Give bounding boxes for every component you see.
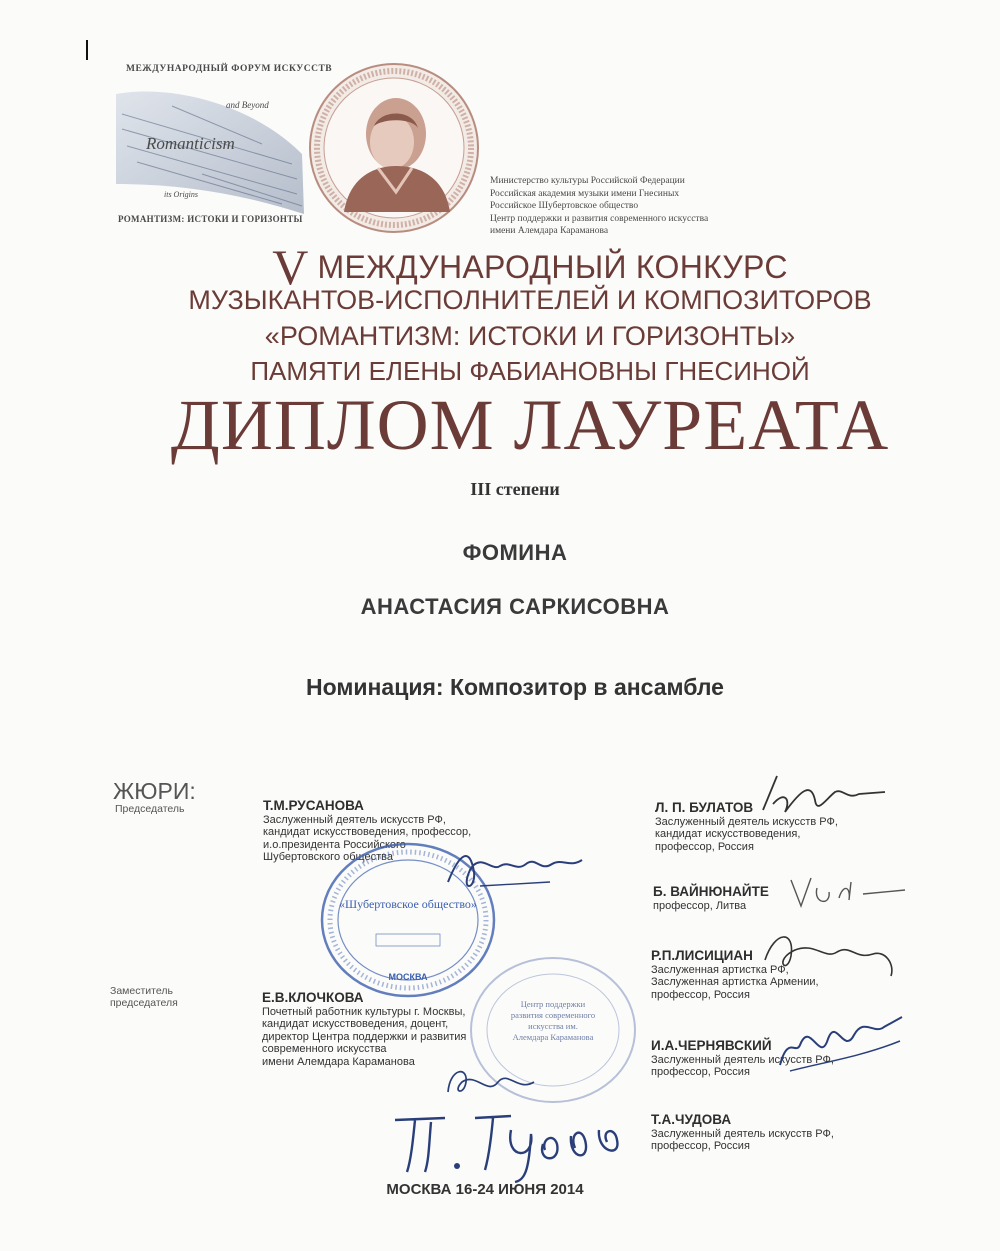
jury-member-title: имени Алемдара Караманова xyxy=(262,1055,415,1068)
jury-member-title: директор Центра поддержки и развития xyxy=(262,1030,467,1043)
logo-beyond-text: and Beyond xyxy=(226,100,269,110)
edition-numeral: V xyxy=(272,239,309,295)
center-stamp-line: искусства им. xyxy=(528,1021,578,1031)
center-stamp-line: Алемдара Караманова xyxy=(512,1032,594,1042)
jury-member-title: профессор, Россия xyxy=(651,1140,750,1152)
chair-role-label: Председатель xyxy=(115,803,185,815)
jury-member-title: профессор, Россия xyxy=(655,840,754,853)
nomination-label: Номинация: Композитор в ансамбле xyxy=(306,674,724,700)
jury-member-name: Е.В.КЛОЧКОВА xyxy=(262,990,364,1005)
jury-member-name: Р.П.ЛИСИЦИАН xyxy=(651,948,753,963)
organizer-line: Министерство культуры Российской Федерации xyxy=(490,176,685,186)
logo-origins-text: its Origins xyxy=(164,190,199,199)
jury-member-name: Б. ВАЙНЮНАЙТЕ xyxy=(653,884,769,899)
organizer-line: Российское Шубертовское общество xyxy=(490,201,639,211)
jury-member-name: Т.М.РУСАНОВА xyxy=(263,798,364,813)
jury-member-title: Шубертовского общества xyxy=(263,851,393,863)
jury-member-title: Заслуженный деятель искусств РФ, xyxy=(651,1127,834,1140)
logo-top-text: МЕЖДУНАРОДНЫЙ ФОРУМ ИСКУССТВ xyxy=(126,64,333,74)
jury-member-klochkova xyxy=(262,992,466,1068)
organizer-line: Центр поддержки и развития современного искусства xyxy=(490,213,709,224)
deputy-role-label xyxy=(110,985,178,1009)
jury-member-title: Почетный работник культуры г. Москвы, xyxy=(262,1005,466,1018)
jury-member-title: Заслуженный деятель искусств РФ, xyxy=(263,813,446,826)
jury-member-title: Заслуженный деятель искусств РФ, xyxy=(651,1053,834,1066)
forum-logo xyxy=(112,54,333,234)
jury-member-title: кандидат искусствоведения, профессор, xyxy=(263,826,472,838)
vainiunaite-signature xyxy=(785,868,915,918)
deputy-role-line: Заместитель xyxy=(110,985,173,997)
laureate-surname: ФОМИНА xyxy=(462,540,568,565)
jury-member-title: кандидат искусствоведения, xyxy=(655,828,801,840)
gnesina-portrait-medal xyxy=(308,62,480,234)
jury-member-lisitsian xyxy=(651,950,819,1001)
laureate-given-names: АНАСТАСИЯ САРКИСОВНА xyxy=(360,594,670,619)
competition-title-line4: ПАМЯТИ ЕЛЕНЫ ФАБИАНОВНЫ ГНЕСИНОЙ xyxy=(250,356,810,386)
diploma-heading: ДИПЛОМ ЛАУРЕАТА xyxy=(170,385,890,465)
logo-bottom-text: РОМАНТИЗМ: ИСТОКИ И ГОРИЗОНТЫ xyxy=(118,214,303,224)
jury-member-title: профессор, Россия xyxy=(651,988,750,1001)
jury-member-title: профессор, Литва xyxy=(653,899,747,912)
competition-title-line3: «РОМАНТИЗМ: ИСТОКИ И ГОРИЗОНТЫ» xyxy=(264,321,796,351)
schubert-society-stamp xyxy=(318,840,498,1000)
organizer-line: Российская академия музыки имени Гнесиных xyxy=(490,188,680,199)
deputy-role-line: председателя xyxy=(110,997,178,1009)
chudova-signature xyxy=(385,1100,635,1185)
center-stamp-line: Центр поддержки xyxy=(520,999,586,1009)
competition-title-line2: МУЗЫКАНТОВ-ИСПОЛНИТЕЛЕЙ И КОМПОЗИТОРОВ xyxy=(188,285,872,315)
jury-member-chudova xyxy=(651,1114,834,1153)
organizers-list xyxy=(490,175,708,238)
title-line1-text: МЕЖДУНАРОДНЫЙ КОНКУРС xyxy=(317,249,788,285)
jury-member-title: современного искусства xyxy=(262,1043,387,1055)
logo-romanticism-text: Romanticism xyxy=(146,134,235,153)
jury-member-bulatov xyxy=(655,802,838,853)
jury-member-title: Заслуженная артистка РФ, xyxy=(651,963,789,976)
jury-member-chernyavsky xyxy=(651,1040,834,1079)
text-cursor-mark xyxy=(86,40,88,60)
center-support-stamp xyxy=(468,955,638,1105)
degree-label: III степени xyxy=(470,479,560,499)
stamp-schubert-name: «Шубертовское общество» xyxy=(339,897,477,911)
stamp-text xyxy=(339,897,477,911)
center-stamp-line: развития современного xyxy=(510,1010,596,1020)
jury-member-name: Л. П. БУЛАТОВ xyxy=(655,800,754,815)
jury-member-vainiunaite xyxy=(653,886,769,912)
jury-member-title: профессор, Россия xyxy=(651,1066,750,1078)
place-and-date: МОСКВА 16-24 ИЮНЯ 2014 xyxy=(386,1181,584,1198)
jury-member-name: И.А.ЧЕРНЯВСКИЙ xyxy=(651,1038,772,1053)
jury-member-title: Заслуженный деятель искусств РФ, xyxy=(655,815,838,828)
jury-member-title: кандидат искусствоведения, доцент, xyxy=(262,1018,449,1030)
jury-member-title: Заслуженная артистка Армении, xyxy=(651,976,819,988)
jury-member-rusanova xyxy=(263,800,471,864)
jury-member-title: и.о.президента Российского xyxy=(263,838,406,851)
jury-member-name: Т.А.ЧУДОВА xyxy=(651,1112,732,1127)
stamp-city: МОСКВА xyxy=(388,972,428,982)
organizer-line: имени Алемдара Караманова xyxy=(490,226,609,236)
jury-heading: ЖЮРИ: xyxy=(113,778,196,804)
